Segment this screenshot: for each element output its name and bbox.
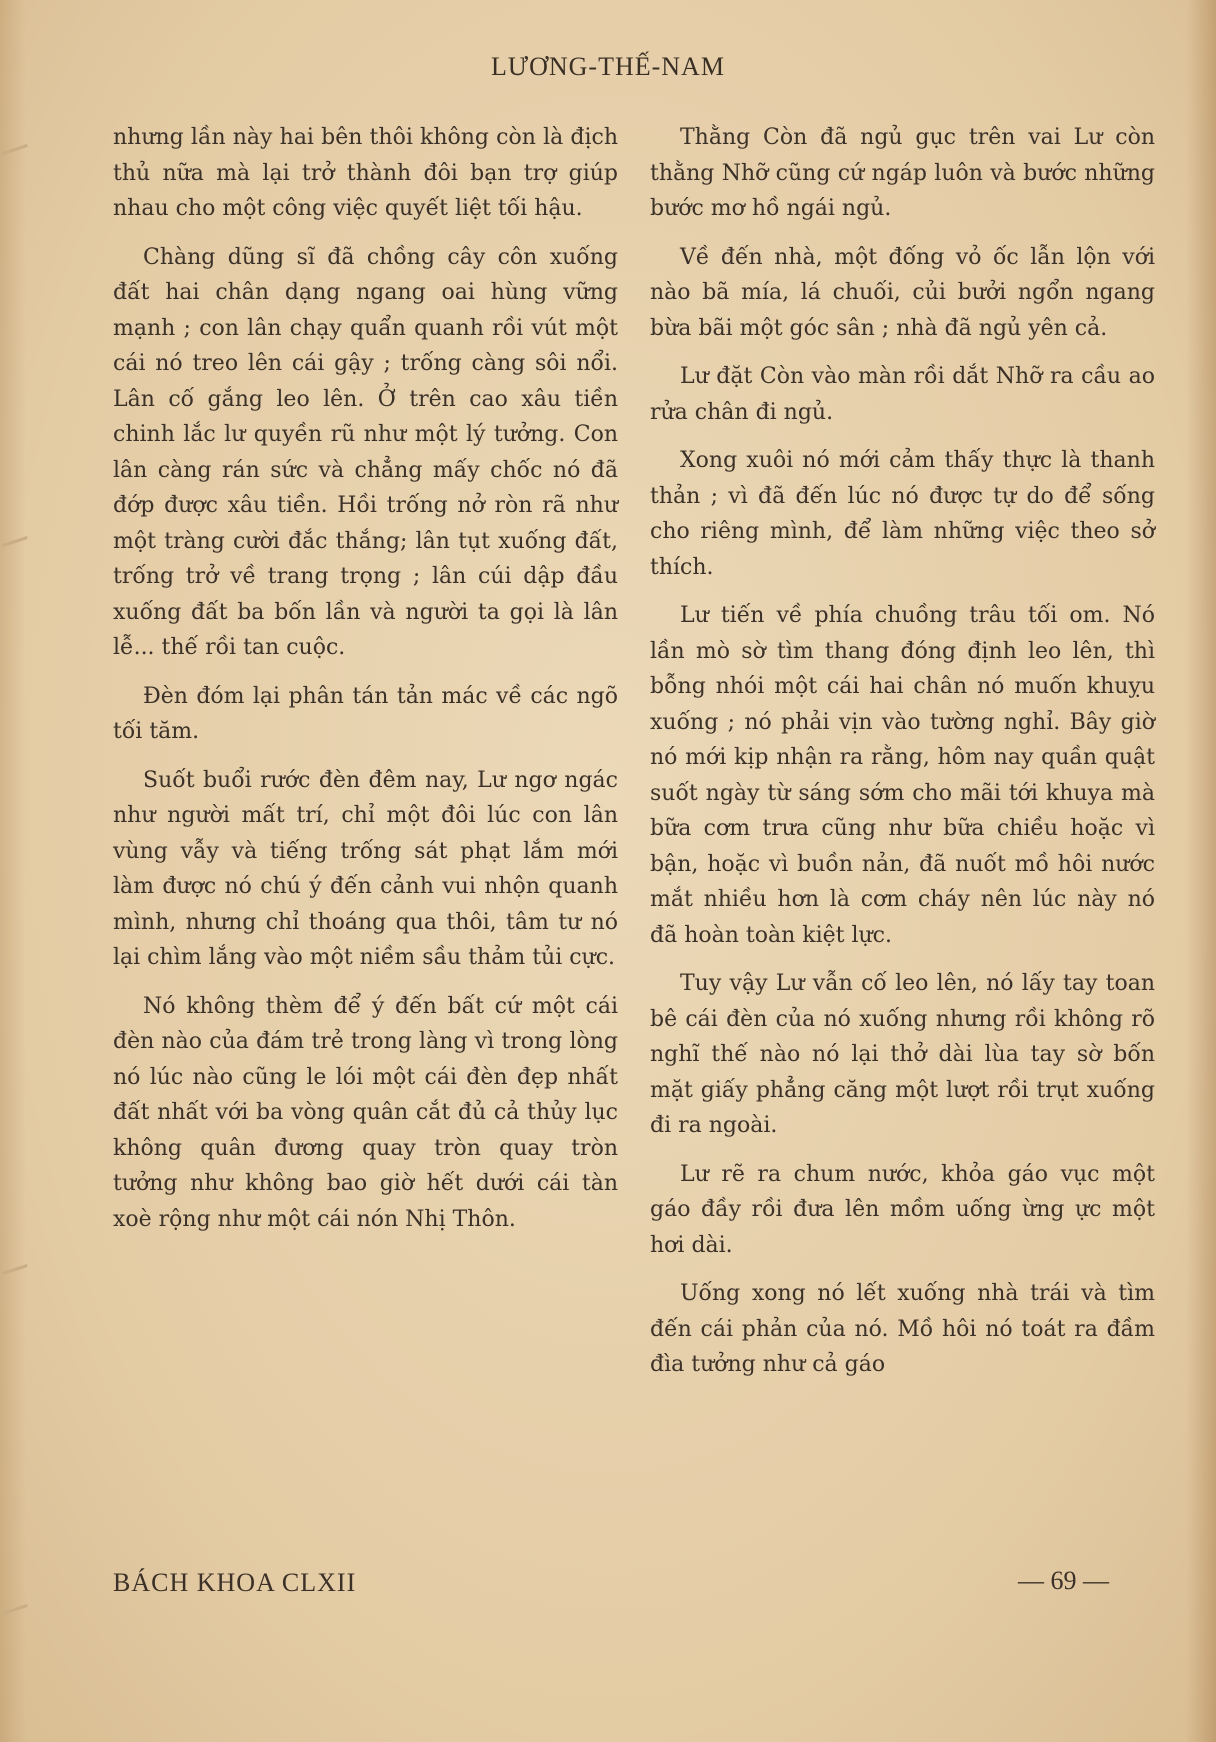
paragraph: nhưng lần này hai bên thôi không còn là địch thủ nữa mà lại trở thành đôi bạn trợ giúp nhau cho một công việc quyết liệt tối hậu. bbox=[113, 125, 618, 221]
paragraph: Lư đặt Còn vào màn rồi dắt Nhỡ ra cầu ao rửa chân đi ngủ. bbox=[650, 364, 1155, 425]
paragraph: Thằng Còn đã ngủ gục trên vai Lư còn thằng Nhỡ cũng cứ ngáp luôn và bước những bước mơ hồ ngái ngủ. bbox=[650, 125, 1155, 221]
page-right-edge-shadow bbox=[1186, 0, 1216, 1742]
paragraph: Về đến nhà, một đống vỏ ốc lẫn lộn với nào bã mía, lá chuối, củi bưởi ngổn ngang bừa bãi một góc sân ; nhà đã ngủ yên cả. bbox=[650, 244, 1155, 341]
paragraph: Đèn đóm lại phân tán tản mác về các ngõ tối tăm. bbox=[113, 683, 618, 744]
page-left-edge-shadow bbox=[0, 0, 26, 1742]
paragraph: Suốt buổi rước đèn đêm nay, Lư ngơ ngác như người mất trí, chỉ một đôi lúc con lân vùng vẫy và tiếng trống sát phạt lắm mới làm được nó chú ý đến cảnh vui nhộn quanh mình, nhưng chỉ thoáng qua thôi, tâm tư nó lại chìm lắng vào một niềm sầu thảm tủi cực. bbox=[113, 767, 618, 970]
paragraph: Xong xuôi nó mới cảm thấy thực là thanh thản ; vì đã đến lúc nó được tự do để sống cho riêng mình, để làm những việc theo sở thích. bbox=[650, 448, 1155, 580]
left-text-column bbox=[113, 120, 618, 1250]
paragraph: Chàng dũng sĩ đã chồng cây côn xuống đất hai chân dạng ngang oai hùng vững mạnh ; con lân chạy quẩn quanh rồi vút một cái nó treo lên cái gậy ; trống càng sôi nổi. Lân cố gắng leo lên. Ở trên cao xâu tiền chinh lắc lư quyền rũ như một lý tưởng. Con lân càng rán sức và chẳng mấy chốc nó đã đớp được xâu tiền. Hồi trống nở ròn rã như một tràng cười đắc thắng; lân tụt xuống đất, trống trở về trang trọng ; lân cúi dập đầu xuống đất ba bốn lần và người ta gọi là lân lễ... thế rồi tan cuộc. bbox=[113, 244, 618, 660]
paragraph: Lư tiến về phía chuồng trâu tối om. Nó lần mò sờ tìm thang đóng định leo lên, thì bỗng nhói một cái hai chân nó muốn khuỵu xuống ; nó phải vịn vào tường nghỉ. Bây giờ nó mới kịp nhận ra rằng, hôm nay quần quật suốt ngày từ sáng sớm cho mãi tới khuya mà bữa cơm trưa cũng như bữa chiều hoặc vì bận, hoặc vì buồn nản, đã nuốt mồ hôi nước mắt nhiều hơn là cơm cháy nên lúc này nó đã hoàn toàn kiệt lực. bbox=[650, 603, 1155, 948]
paragraph: Uống xong nó lết xuống nhà trái và tìm đến cái phản của nó. Mồ hôi nó toát ra đầm đìa tưởng như cả gáo bbox=[650, 1281, 1155, 1377]
paragraph: Nó không thèm để ý đến bất cứ một cái đèn nào của đám trẻ trong làng vì trong lòng nó lúc nào cũng le lói một cái đèn đẹp nhất đất nhất với ba vòng quân cắt đủ cả thủy lục không quân đương quay tròn quay tròn tưởng như không bao giờ hết dưới cái tàn xoè rộng như một cái nón Nhị Thôn. bbox=[113, 993, 618, 1232]
running-head-title: LƯƠNG-THẾ-NAM bbox=[491, 52, 725, 81]
publication-footer: BÁCH KHOA CLXII bbox=[113, 1568, 357, 1597]
right-text-column bbox=[650, 120, 1155, 1396]
paragraph: Lư rẽ ra chum nước, khỏa gáo vục một gáo đầy rồi đưa lên mồm uống ừng ực một hơi dài. bbox=[650, 1161, 1155, 1258]
paragraph: Tuy vậy Lư vẫn cố leo lên, nó lấy tay toan bê cái đèn của nó xuống nhưng rồi không rõ nghĩ thế nào nó lại thở dài lùa tay sờ bốn mặt giấy phẳng căng một lượt rồi trụt xuống đi ra ngoài. bbox=[650, 971, 1155, 1138]
page-number: — 69 — bbox=[1018, 1566, 1109, 1595]
